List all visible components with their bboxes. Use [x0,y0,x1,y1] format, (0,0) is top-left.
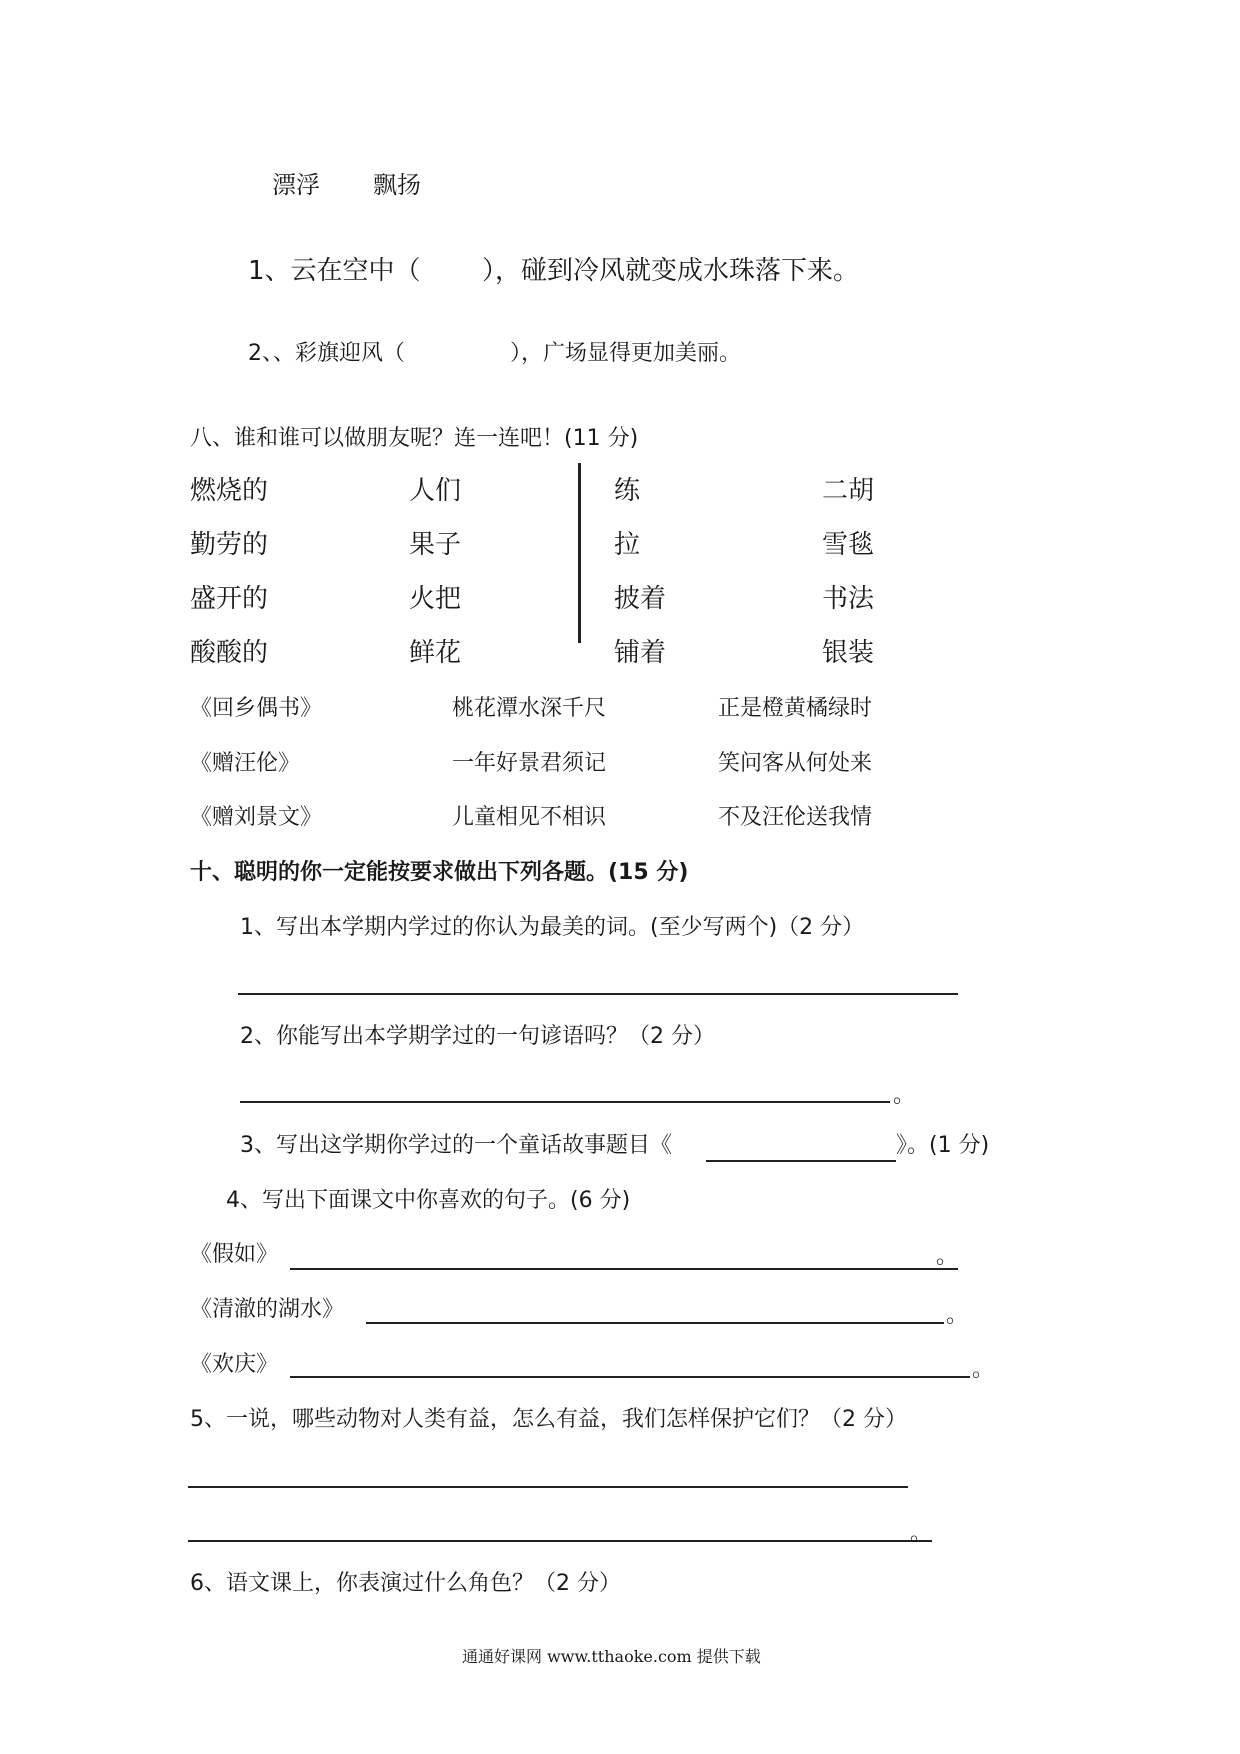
poem-line: 一年好景君须记 [452,751,607,776]
answer-line-q4-3[interactable] [290,1376,970,1378]
match-item: 勤劳的 [190,530,269,560]
question-2: 2、你能写出本学期学过的一句谚语吗？（2 分） [240,1024,715,1049]
match-item: 拉 [614,530,641,560]
poem-title: 《赠刘景文》 [190,805,323,830]
q4-item-period: 。 [936,1244,959,1269]
match-item: 披着 [614,584,667,614]
q4-item-title: 《欢庆》 [190,1352,279,1377]
answer-line-q4-1[interactable] [290,1268,958,1270]
answer-line-q5-2[interactable] [188,1540,932,1542]
match-item: 鲜花 [409,638,462,668]
answer-line-q5-1[interactable] [188,1486,908,1488]
match-item: 火把 [409,584,462,614]
question-3-suffix: 》。(1 分) [896,1133,990,1158]
q4-item-period: 。 [946,1303,969,1328]
q4-item-period: 。 [972,1357,995,1382]
answer-line-q1[interactable] [238,993,958,995]
match-item: 二胡 [822,476,875,506]
section-8-title: 八、谁和谁可以做朋友呢？连一连吧！(11 分) [190,426,639,451]
matching-divider [578,463,581,643]
q4-item-title: 《假如》 [190,1242,279,1267]
match-item: 果子 [409,530,462,560]
q5-period: 。 [910,1521,933,1546]
match-item: 酸酸的 [190,638,269,668]
question-6: 6、语文课上，你表演过什么角色？（2 分） [190,1571,621,1596]
match-item: 人们 [409,476,462,506]
match-item: 铺着 [614,638,667,668]
poem-title: 《赠汪伦》 [190,751,301,776]
word-option-1: 漂浮 [272,171,320,199]
match-item: 银装 [822,638,875,668]
question-1: 1、写出本学期内学过的你认为最美的词。(至少写两个)（2 分） [240,915,865,940]
fill-blank-1-prefix: 1、云在空中（ [248,256,421,286]
word-option-2: 飘扬 [373,171,421,199]
match-item: 盛开的 [190,584,269,614]
match-item: 雪毯 [822,530,875,560]
poem-line: 笑问客从何处来 [718,751,873,776]
match-item: 练 [614,476,641,506]
answer-line-q2[interactable] [240,1101,890,1103]
poem-title: 《回乡偶书》 [190,696,323,721]
q4-item-title: 《清澈的湖水》 [190,1297,345,1322]
answer-line-q4-2[interactable] [366,1322,944,1324]
fill-blank-2-suffix: ），广场显得更加美丽。 [510,341,742,366]
poem-line: 正是橙黄橘绿时 [718,696,873,721]
poem-line: 儿童相见不相识 [452,805,607,830]
fill-blank-1-suffix: ），碰到冷风就变成水珠落下来。 [482,256,860,286]
poem-line: 桃花潭水深千尺 [452,696,607,721]
section-10-title: 十、聪明的你一定能按要求做出下列各题。(15 分) [190,860,689,885]
question-3-prefix: 3、写出这学期你学过的一个童话故事题目《 [240,1133,672,1158]
fill-blank-2-prefix: 2、、彩旗迎风（ [248,341,405,366]
answer-line-q3[interactable] [706,1160,896,1162]
match-item: 燃烧的 [190,476,269,506]
q2-period: 。 [893,1083,916,1108]
match-item: 书法 [822,584,875,614]
poem-line: 不及汪伦送我情 [718,805,873,830]
question-5: 5、一说，哪些动物对人类有益，怎么有益，我们怎样保护它们？（2 分） [190,1407,907,1432]
footer-watermark: 通通好课网 www.tthaoke.com 提供下载 [462,1647,761,1666]
question-4: 4、写出下面课文中你喜欢的句子。(6 分) [226,1188,631,1213]
